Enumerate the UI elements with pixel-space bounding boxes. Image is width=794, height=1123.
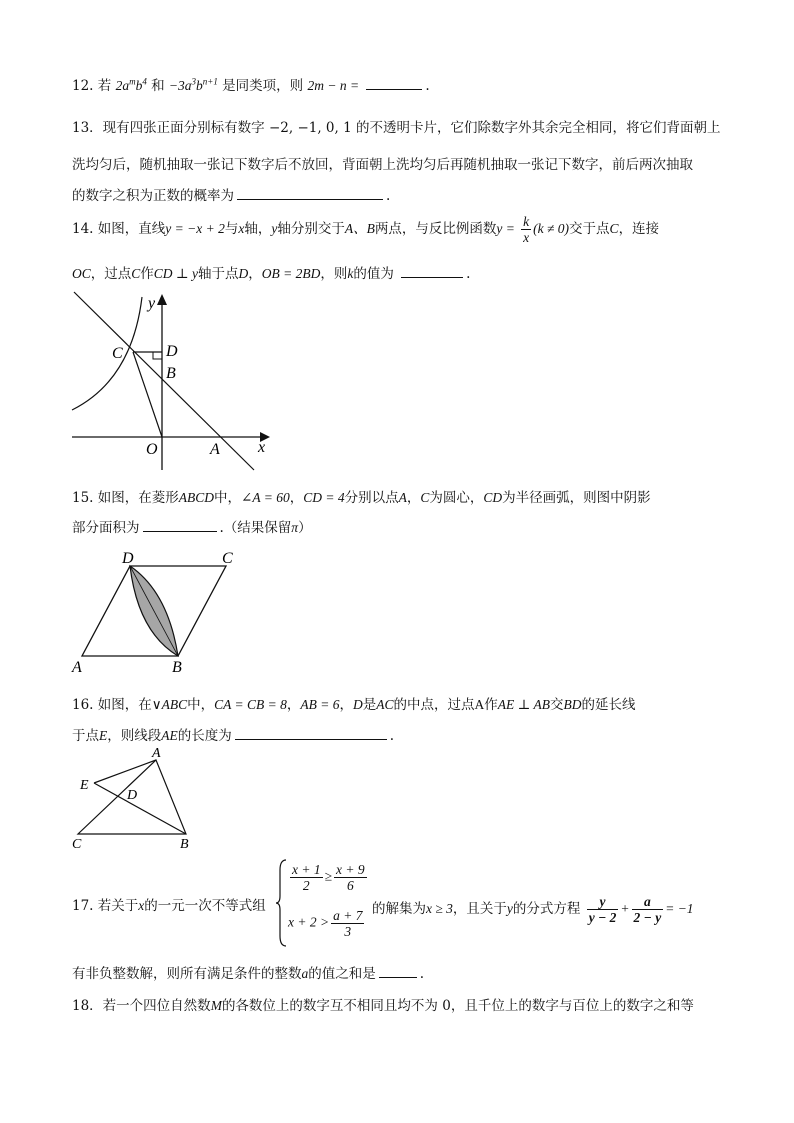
label-a: A <box>152 746 161 761</box>
label-c: C <box>222 550 233 567</box>
question-16-line-2: 于点E，则线段AE的长度为 . <box>72 728 395 744</box>
question-15-line-1: 15. 如图，在菱形ABCD中，∠A = 60，CD = 4分别以点A，C为圆心，CD为半径画弧，则图中阴影 <box>72 490 651 506</box>
label-x: x <box>258 439 266 456</box>
question-13-line-2: 洗均匀后，随机抽取一张记下数字后不放回，背面朝上洗均匀后再随机抽取一张记下数字，前后两次抽取 <box>72 157 693 173</box>
question-15-line-2: 部分面积为 .（结果保留π） <box>72 520 312 536</box>
question-18-line-1: 18．若一个四位自然数M的各数位上的数字互不相同且均不为 0，且千位上的数字与百位上的数字之和等 <box>72 998 694 1014</box>
question-14-line-1: 14. 如图，直线y = −x + 2与x轴，y轴分别交于A、B两点，与反比例函数y = $\frac{k}{x}$ (k ≠ 0)交于点C，连接 <box>72 214 660 245</box>
label-b: B <box>166 365 176 382</box>
label-a: A <box>210 441 220 458</box>
label-d: D <box>166 343 178 360</box>
label-a: A <box>72 659 82 676</box>
question-14-line-2: OC，过点C作CD ⊥ y轴于点D，OB = 2BD，则k的值为 . <box>72 266 471 282</box>
question-12: 12. 若 $2a^mb^4$ 和 $-3a^3b^{n+1}$ 是同类项，则 2m − n = . <box>72 76 430 94</box>
inequality-2: x + 2 > $\frac{a + 7}{3}$ <box>288 908 363 939</box>
label-o: O <box>146 441 158 458</box>
question-16-line-1: 16. 如图，在∨ABC中，CA = CB = 8，AB = 6，D是AC的中点，过点A作AE ⊥ AB交BD的延长线 <box>72 697 636 713</box>
label-c: C <box>72 837 82 852</box>
answer-blank-17[interactable] <box>379 965 417 978</box>
question-13-line-3: 的数字之积为正数的概率为 . <box>72 188 391 204</box>
label-b: B <box>172 659 182 676</box>
label-d: D <box>127 788 138 803</box>
label-e: E <box>80 778 89 793</box>
label-y: y <box>148 295 156 312</box>
label-c: C <box>112 345 123 362</box>
segment-eb <box>94 783 186 834</box>
segment-ae <box>94 760 156 783</box>
question-17-lead: 17. 若关于x的一元一次不等式组 <box>72 898 266 914</box>
question-17-middle: 的解集为x ≥ 3，且关于y的分式方程 $\frac{y}{y - 2}$ + $\frac{a}{2 - y}$ = −1 <box>372 894 694 925</box>
question-13-line-1: 13．现有四张正面分别标有数字 −2, −1, 0, 1 的不透明卡片，它们除数字外其余完全相同，将它们背面朝上 <box>72 120 721 136</box>
system-brace-icon <box>276 858 288 948</box>
question-17-line-2: 有非负整数解，则所有满足条件的整数a的值之和是 . <box>72 966 425 982</box>
label-d: D <box>122 550 134 567</box>
label-b: B <box>180 837 189 852</box>
inequality-1: $\frac{x + 1}{2}$ ≥ $\frac{x + 9}{6}$ <box>292 862 365 893</box>
